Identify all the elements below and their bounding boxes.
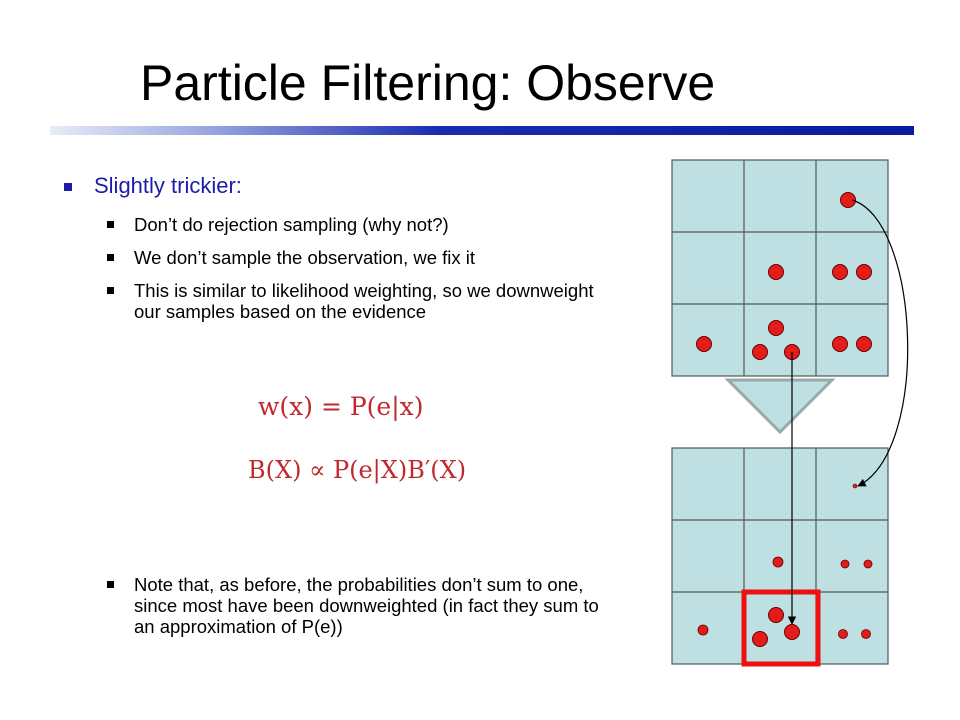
bullet-sub-2-text: We don’t sample the observation, we fix it	[134, 247, 476, 268]
particle	[841, 560, 849, 568]
particle	[853, 484, 857, 488]
particle	[769, 608, 784, 623]
particle	[769, 321, 784, 336]
particle	[753, 345, 768, 360]
slide-title: Particle Filtering: Observe	[140, 55, 716, 111]
particle	[833, 265, 848, 280]
bullet-sub-1-text: Don’t do rejection sampling (why not?)	[134, 214, 449, 235]
funnel-triangle	[728, 380, 832, 432]
particle	[862, 630, 871, 639]
particle	[864, 560, 872, 568]
particle	[698, 625, 708, 635]
bullet-main-text: Slightly trickier:	[94, 173, 242, 198]
particle	[697, 337, 712, 352]
particle	[753, 632, 768, 647]
particle	[857, 337, 872, 352]
equation-weight: w(x) = P(e|x)	[258, 392, 424, 421]
equation-belief: B(X) ∝ P(e|X)B′(X)	[248, 456, 467, 484]
bullet-sub-3-text: This is similar to likelihood weighting, so we downweight our samples based on the evidence	[134, 280, 594, 322]
bullet-note-text: Note that, as before, the probabilities don’t sum to one, since most have been downweighted (in fact they sum to an approximation of P(e))	[134, 574, 599, 637]
particle	[833, 337, 848, 352]
particle	[785, 625, 800, 640]
particle	[857, 265, 872, 280]
particle	[769, 265, 784, 280]
particle	[773, 557, 783, 567]
particle	[839, 630, 848, 639]
